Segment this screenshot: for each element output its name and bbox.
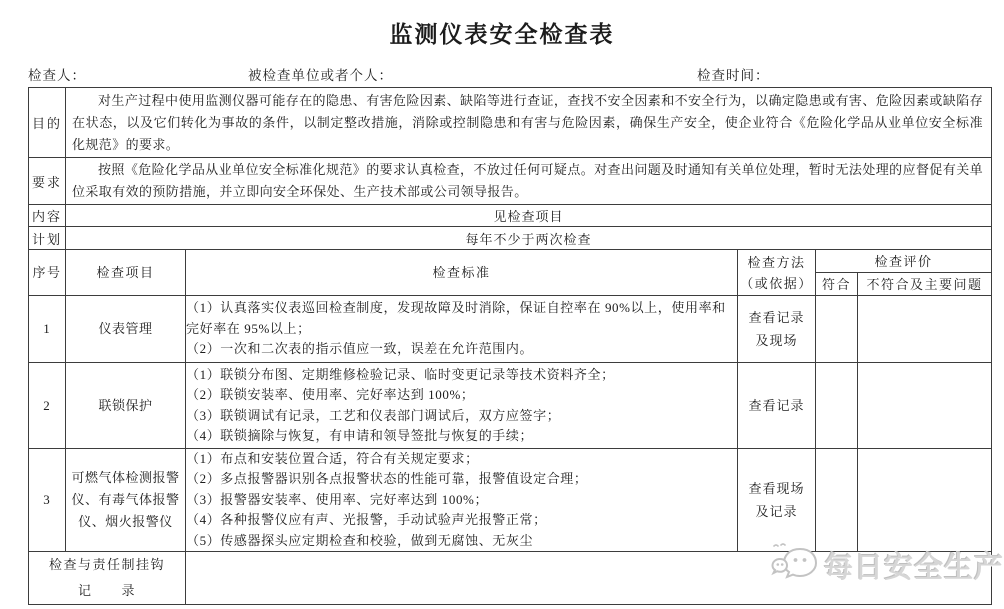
method-line: 查看现场 <box>748 481 805 497</box>
col-header-seq: 序号 <box>29 250 66 296</box>
row2-item: 联锁保护 <box>66 363 186 449</box>
row2-fail-cell <box>858 363 992 449</box>
table-header-row-top <box>29 250 992 273</box>
footer-label-line2: 记 录 <box>77 583 136 599</box>
standard-item: （5）传感器探头应定期检查和校验，做到无腐蚀、无灰尘 <box>186 532 534 548</box>
plan-row <box>29 227 992 250</box>
content-text: 见检查项目 <box>66 205 992 227</box>
table-row <box>29 296 992 363</box>
row1-method <box>738 296 816 363</box>
purpose-text-cell <box>66 88 992 158</box>
row2-pass-cell <box>816 363 858 449</box>
inspected-unit-label: 被检查单位或者个人： <box>248 68 393 83</box>
watermark-text: 每日安全生产 <box>824 551 1004 584</box>
row3-standards <box>186 449 738 552</box>
footer-label-line1: 检查与责任制挂钩 <box>48 557 165 573</box>
col-header-fail: 不符合及主要问题 <box>858 273 992 296</box>
row1-fail-cell <box>858 296 992 363</box>
row1-seq: 1 <box>29 296 66 363</box>
col-header-method-line1: 检查方法 <box>747 254 806 270</box>
standard-item: （3）联锁调试有记录，工艺和仪表部门调试后，双方应签字； <box>186 407 561 423</box>
inspection-table <box>28 87 992 605</box>
row3-item: 可燃气体检测报警仪、有毒气体报警仪、烟火报警仪 <box>66 449 186 552</box>
footer-label <box>29 552 186 605</box>
content-row <box>29 205 992 227</box>
footer-row <box>29 552 992 605</box>
plan-label: 计划 <box>29 227 66 250</box>
col-header-method-line2: （或依据） <box>740 275 813 291</box>
method-line: 查看记录 <box>748 310 805 325</box>
footer-blank-cell <box>186 552 992 605</box>
standard-item: （1）联锁分布图、定期维修检验记录、临时变更记录等技术资料齐全； <box>186 366 615 382</box>
standard-item: （2）多点报警器识别各点报警状态的性能可靠，报警值设定合理； <box>186 471 588 487</box>
row1-standards <box>186 296 738 363</box>
table-row <box>29 449 992 552</box>
standard-item: （2）一次和二次表的指示值应一致，误差在允许范围内。 <box>186 341 534 357</box>
standard-item: （3）报警器安装率、使用率、完好率达到 100%； <box>186 491 489 507</box>
col-header-standard: 检查标准 <box>186 250 738 296</box>
row2-seq: 2 <box>29 363 66 449</box>
requirement-text: 按照《危险化学品从业单位安全标准化规范》的要求认真检查，不放过任何可疑点。对查出问题及时通知有关单位处理，暂时无法处理的应督促有关单位采取有效的预防措施，并立即向安全环保处、生产技术部或公司领导报告。 <box>72 162 984 199</box>
row3-fail-cell <box>858 449 992 552</box>
purpose-label: 目的 <box>29 88 66 158</box>
plan-text: 每年不少于两次检查 <box>66 227 992 250</box>
row3-pass-cell <box>816 449 858 552</box>
content-label: 内容 <box>29 205 66 227</box>
row2-method <box>738 363 816 449</box>
method-line: 查看记录 <box>748 398 805 413</box>
inspector-label: 检查人： <box>28 68 86 83</box>
standard-item: （4）联锁摘除与恢复，有申请和领导签批与恢复的手续； <box>186 427 534 443</box>
purpose-text: 对生产过程中使用监测仪器可能存在的隐患、有害危险因素、缺陷等进行查证，查找不安全因素和不安全行为，以确定隐患或有害、危险因素或缺陷存在状态，以及它们转化为事故的条件，以制定整改措施，消除或控制隐患和有害与危险因素，确保生产安全，使企业符合《危险化学品从业单位安全标准化规范》的要求。 <box>72 92 984 152</box>
row3-seq: 3 <box>29 449 66 552</box>
table-row <box>29 363 992 449</box>
requirement-row <box>29 158 992 205</box>
method-line: 及现场 <box>755 333 798 348</box>
page-title: 监测仪表安全检查表 <box>389 22 615 47</box>
row1-pass-cell <box>816 296 858 363</box>
method-line: 及记录 <box>755 504 798 520</box>
row3-method <box>738 449 816 552</box>
row1-item: 仪表管理 <box>66 296 186 363</box>
purpose-row <box>29 88 992 158</box>
col-header-evaluation: 检查评价 <box>816 250 992 273</box>
standard-item: （1）认真落实仪表巡回检查制度，发现故障及时消除，保证自控率在 90%以上，使用率和完好率在 95%以上； <box>186 300 726 336</box>
row2-standards <box>186 363 738 449</box>
inspection-time-label: 检查时间： <box>697 68 770 83</box>
col-header-pass: 符合 <box>816 273 858 296</box>
requirement-text-cell <box>66 158 992 205</box>
standard-item: （1）布点和安装位置合适，符合有关规定要求； <box>186 451 479 466</box>
col-header-method <box>738 250 816 296</box>
requirement-label: 要求 <box>29 158 66 205</box>
standard-item: （4）各种报警仪应有声、光报警，手动试验声光报警正常； <box>186 512 547 528</box>
col-header-item: 检查项目 <box>66 250 186 296</box>
standard-item: （2）联锁安装率、使用率、完好率达到 100%； <box>186 387 475 403</box>
